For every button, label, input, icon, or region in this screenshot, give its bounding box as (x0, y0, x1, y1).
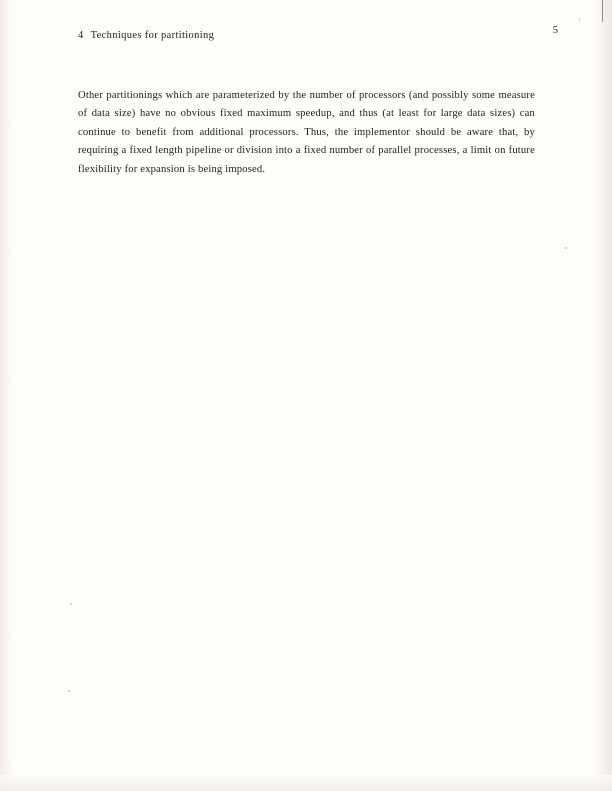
body-paragraph: Other partitionings which are parameterized by the number of processors (and possibly some measure of data size) have no obvious fixed maximum speedup, and thus (at least for large data sizes) can continue to benefit from additional processors. Thus, the implementor should be aware that, by requiring a fixed length pipeline or division into a fixed number of parallel processes, a limit on future flexibility for expansion is being imposed. (78, 89, 535, 175)
scan-speck (565, 247, 567, 249)
running-head-chapter-title: Techniques for partitioning (90, 30, 215, 41)
page-edge-shading-left (0, 0, 14, 791)
page-edge-shading-right (594, 0, 612, 791)
margin-tick-mark: ' (578, 17, 580, 27)
scan-speck (68, 690, 70, 692)
page-number: 5 (552, 25, 558, 36)
running-head (78, 30, 214, 41)
scan-edge-mark-icon (602, 0, 603, 22)
scan-speck (70, 603, 72, 605)
running-head-chapter-number: 4 (78, 30, 84, 41)
page-edge-shading-bottom (0, 775, 612, 791)
